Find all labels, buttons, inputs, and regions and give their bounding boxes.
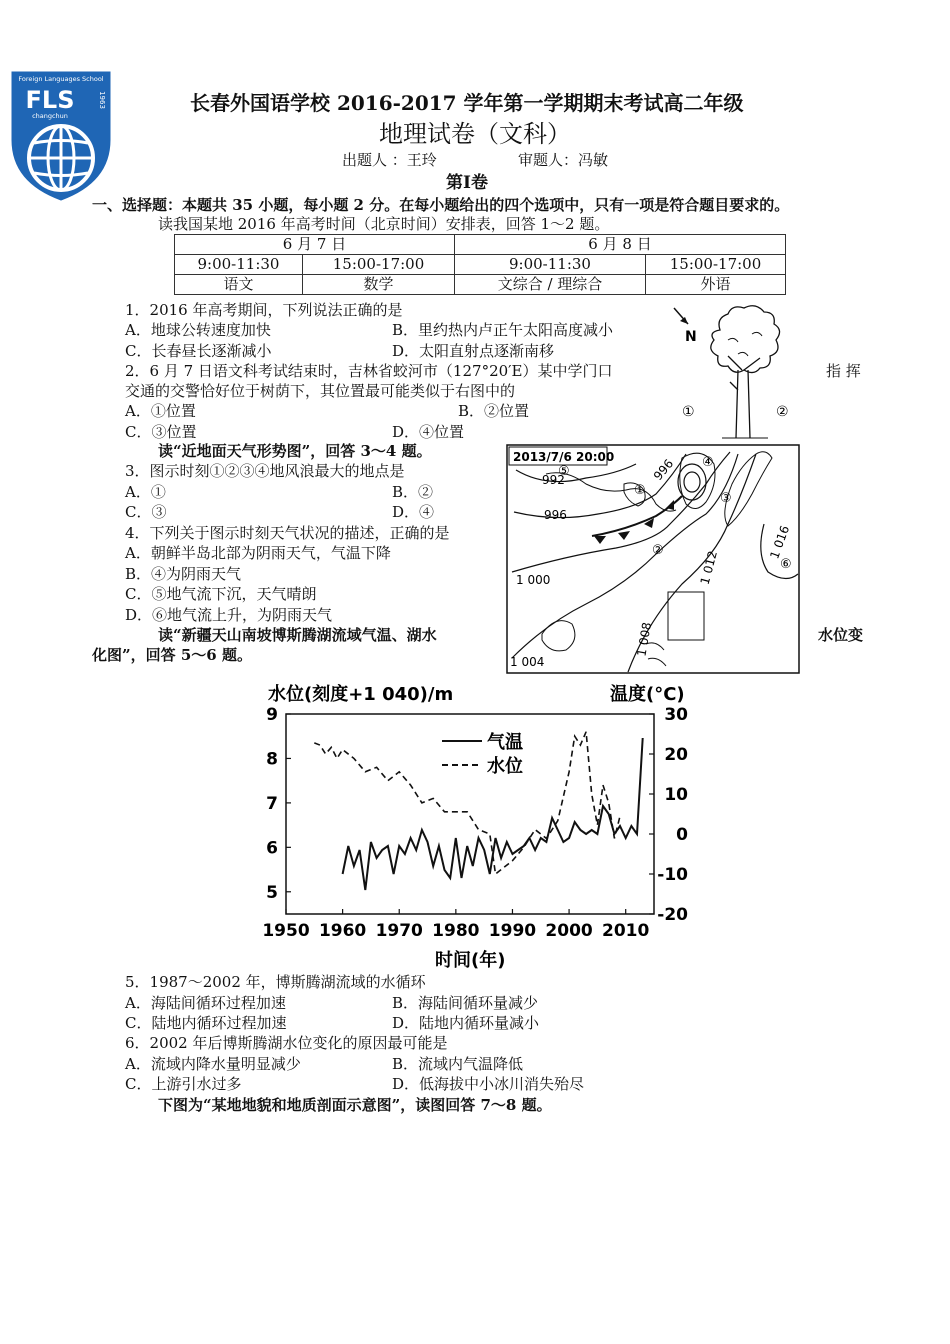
subject-cell: 外语 xyxy=(646,275,786,295)
time-cell: 9:00-11:30 xyxy=(455,255,646,275)
section-heading: 一、选择题：本题共 35 小题，每小题 2 分。在每小题给出的四个选项中，只有一项是符合题目要求的。 xyxy=(92,196,790,214)
q4-option-d: D．⑥地气流上升，为阴雨天气 xyxy=(125,606,333,624)
q6-option-d: D．低海拔中小冰川消失殆尽 xyxy=(392,1075,585,1093)
logo-year: 1963 xyxy=(98,91,106,109)
x-tick-label: 1970 xyxy=(375,921,423,941)
x-tick-label: 1990 xyxy=(488,921,537,941)
subject-cell: 文综合 / 理综合 xyxy=(455,275,646,295)
y-left-tick-label: 9 xyxy=(266,705,278,725)
y-left-tick-label: 8 xyxy=(266,749,278,770)
exam-title: 地理试卷（文科） xyxy=(379,120,571,148)
time-cell: 15:00-17:00 xyxy=(646,255,786,275)
chart-ylabel-right: 温度(°C) xyxy=(610,684,685,705)
time-cell: 15:00-17:00 xyxy=(303,255,455,275)
setter: 出题人 ：王玲 xyxy=(342,151,437,169)
intro-5-6-line2: 化图”，回答 5～6 题。 xyxy=(92,646,252,664)
q1-option-c: C．长春昼长逐渐减小 xyxy=(125,342,272,360)
isobar-label: 1 016 xyxy=(767,523,793,561)
day-cell: 6 月 8 日 xyxy=(455,235,786,255)
school-title: 长春外国语学校 2016-2017 学年第一学期期末考试高二年级 xyxy=(190,91,744,115)
chart-ylabel-left: 水位(刻度+1 040)/m xyxy=(268,684,454,705)
reviewer: 审题人：冯敏 xyxy=(518,151,609,169)
q6-option-b: B．流域内气温降低 xyxy=(392,1055,524,1073)
y-left-tick-label: 6 xyxy=(266,838,278,859)
q6-stem: 6．2002 年后博斯腾湖水位变化的原因最可能是 xyxy=(125,1034,448,1052)
q2-stem: 2．6 月 7 日语文科考试结束时，吉林省蛟河市（127°20′E）某中学门口 xyxy=(125,362,613,380)
isobar-label: 992 xyxy=(542,473,565,487)
intro-7-8: 下图为“某地地貌和地质剖面示意图”，读图回答 7～8 题。 xyxy=(158,1096,552,1114)
x-tick-label: 1960 xyxy=(318,921,367,941)
y-right-tick-label: -20 xyxy=(657,905,688,925)
q6-option-c: C．上游引水过多 xyxy=(125,1075,242,1093)
x-tick-label: 2010 xyxy=(602,921,650,941)
q2-stem-tail: 指 挥 xyxy=(826,362,861,380)
q2-option-c: C．③位置 xyxy=(125,423,197,441)
x-tick-label: 1980 xyxy=(432,921,480,941)
logo-text-top: Foreign Languages School xyxy=(18,75,104,83)
q1-option-d: D．太阳直射点逐渐南移 xyxy=(392,342,555,360)
isobar-label: 996 xyxy=(650,456,677,484)
y-right-tick-label: 20 xyxy=(664,745,688,765)
logo-abbr: FLS xyxy=(25,86,75,114)
q6-option-a: A．流域内降水量明显减少 xyxy=(125,1055,301,1073)
q3-option-d: D．④ xyxy=(392,503,435,521)
y-left-tick-label: 7 xyxy=(266,793,278,814)
q5-option-c: C．陆地内循环过程加速 xyxy=(125,1014,287,1032)
subject-cell: 语文 xyxy=(175,275,303,295)
map-point-4: ④ xyxy=(702,455,714,470)
logo-text-bottom: changchun xyxy=(32,112,68,120)
map-point-2: ② xyxy=(652,543,664,558)
q2-stem-b: 交通的交警恰好位于树荫下，其位置最可能类似于右图中的 xyxy=(125,382,516,400)
q3-stem: 3．图示时刻①②③④地风浪最大的地点是 xyxy=(125,462,405,480)
isobar-label: 1 004 xyxy=(510,655,545,669)
exam-schedule-table xyxy=(174,234,786,295)
chart-xlabel: 时间(年) xyxy=(435,950,506,971)
map-point-6: ⑥ xyxy=(780,557,792,572)
isobar-label: 1 012 xyxy=(697,549,721,587)
x-tick-label: 1950 xyxy=(262,921,310,941)
q1-stem: 1．2016 年高考期间，下列说法正确的是 xyxy=(125,301,403,319)
q5-option-b: B．海陆间循环量减少 xyxy=(392,994,539,1012)
q2-option-b: B．②位置 xyxy=(458,402,530,420)
tree-marker-2: ② xyxy=(776,404,789,420)
map-point-5: ⑤ xyxy=(558,464,570,479)
map-point-3: ③ xyxy=(720,491,732,506)
q1-option-a: A．地球公转速度加快 xyxy=(125,321,271,339)
q3-option-c: C．③ xyxy=(125,503,167,521)
y-right-tick-label: 30 xyxy=(664,705,688,725)
q4-stem: 4．下列关于图示时刻天气状况的描述，正确的是 xyxy=(125,524,450,542)
intro-5-6: 读“新疆天山南坡博斯腾湖流域气温、湖水 xyxy=(158,626,437,644)
isobar-label: 996 xyxy=(544,508,567,522)
legend-label-level: 水位 xyxy=(487,756,523,777)
isobar-label: 1 008 xyxy=(634,621,655,658)
time-cell: 9:00-11:30 xyxy=(175,255,303,275)
x-tick-label: 2000 xyxy=(545,921,593,941)
q3-option-b: B．② xyxy=(392,483,434,501)
intro-3-4: 读“近地面天气形势图”，回答 3～4 题。 xyxy=(158,442,432,460)
y-right-tick-label: 10 xyxy=(664,785,688,805)
isobar-label: 1 000 xyxy=(516,573,551,587)
q3-option-a: A．① xyxy=(125,483,166,501)
subject-cell: 数学 xyxy=(303,275,455,295)
lake-chart xyxy=(250,676,700,972)
q4-option-c: C．⑤地气流下沉，天气晴朗 xyxy=(125,585,317,603)
intro-1-2: 读我国某地 2016 年高考时间（北京时间）安排表，回答 1～2 题。 xyxy=(158,215,610,233)
q1-option-b: B．里约热内卢正午太阳高度减小 xyxy=(392,321,614,339)
q2-option-d: D．④位置 xyxy=(392,423,465,441)
q4-option-a: A．朝鲜半岛北部为阴雨天气，气温下降 xyxy=(125,544,391,562)
map-date: 2013/7/6 20:00 xyxy=(513,450,615,464)
tree-marker-1: ① xyxy=(682,404,695,420)
y-right-tick-label: 0 xyxy=(676,825,688,845)
q5-stem: 5．1987～2002 年，博斯腾湖流域的水循环 xyxy=(125,973,426,991)
q4-option-b: B．④为阴雨天气 xyxy=(125,565,242,583)
y-right-tick-label: -10 xyxy=(657,865,688,885)
legend-label-temp: 气温 xyxy=(487,732,523,753)
intro-5-6-tail: 水位变 xyxy=(818,626,864,644)
weather-map xyxy=(506,444,800,674)
q5-option-a: A．海陆间循环过程加速 xyxy=(125,994,286,1012)
y-left-tick-label: 5 xyxy=(266,882,278,903)
q5-option-d: D．陆地内循环量减小 xyxy=(392,1014,540,1032)
tree-figure xyxy=(668,300,808,442)
north-label: N xyxy=(685,329,697,345)
q2-option-a: A．①位置 xyxy=(125,402,196,420)
volume-heading: 第Ⅰ卷 xyxy=(446,173,488,193)
day-cell: 6 月 7 日 xyxy=(175,235,455,255)
map-point-1: ① xyxy=(634,483,646,498)
